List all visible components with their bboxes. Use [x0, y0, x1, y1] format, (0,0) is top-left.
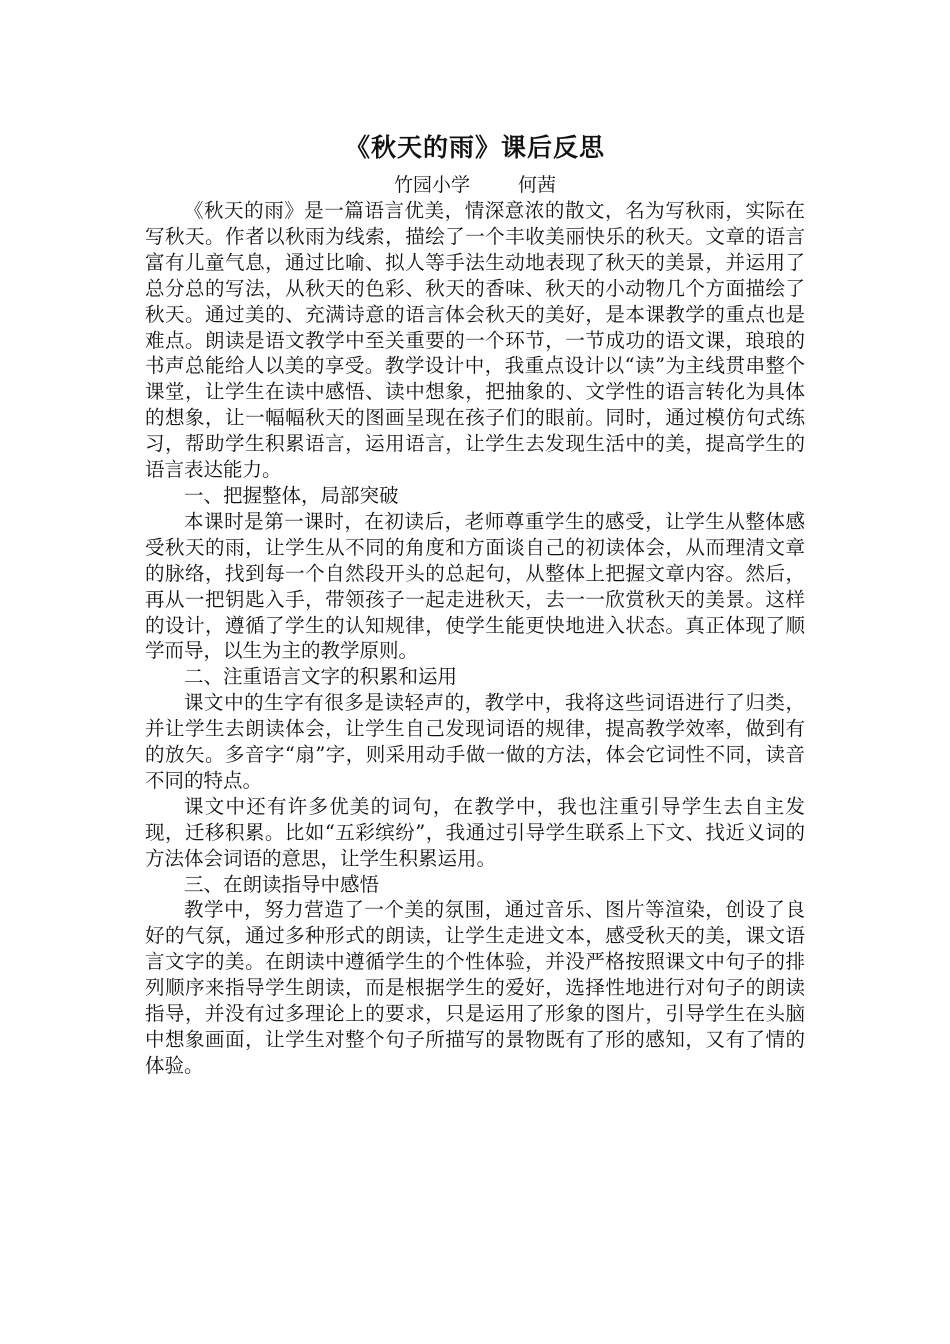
paragraph: 教学中，努力营造了一个美的氛围，通过音乐、图片等渲染，创设了良好的气氛，通过多种形式的朗读，让学生走进文本，感受秋天的美，课文语言文字的美。在朗读中遵循学生的个性体验，并没严格按照课文中句子的排列顺序来指导学生朗读，而是根据学生的爱好，选择性地进行对句子的朗读指导，并没有过多理论上的要求，只是运用了形象的图片，引导学生在头脑中想象画面，让学生对整个句子所描写的景物既有了形的感知，又有了情的体验。: [145, 898, 805, 1077]
paragraph-intro: 《秋天的雨》是一篇语言优美，情深意浓的散文，名为写秋雨，实际在写秋天。作者以秋雨为线索，描绘了一个丰收美丽快乐的秋天。文章的语言富有儿童气息，通过比喻、拟人等手法生动地表现了秋天的美景，并运用了总分总的写法，从秋天的色彩、秋天的香味、秋天的小动物几个方面描绘了秋天。通过美的、充满诗意的语言体会秋天的美好，是本课教学的重点也是难点。朗读是语文教学中至关重要的一个环节，一节成功的语文课，琅琅的书声总能给人以美的享受。教学设计中，我重点设计以“读”为主线贯串整个课堂，让学生在读中感悟、读中想象，把抽象的、文学性的语言转化为具体的想象，让一幅幅秋天的图画呈现在孩子们的眼前。同时，通过模仿句式练习，帮助学生积累语言，运用语言，让学生去发现生活中的美，提高学生的语言表达能力。: [145, 199, 805, 482]
document-title: 《秋天的雨》课后反思: [344, 133, 605, 162]
paragraph: 课文中还有许多优美的词句，在教学中，我也注重引导学生去自主发现，迁移积累。比如“五彩缤纷”，我通过引导学生联系上下文、找近义词的方法体会词语的意思，让学生积累运用。: [145, 794, 805, 870]
section-heading-3: 三、在朗读指导中感悟: [184, 872, 380, 896]
document-body: [145, 198, 805, 1079]
paragraph: 课文中的生字有很多是读轻声的，教学中，我将这些词语进行了归类，并让学生去朗读体会，让学生自己发现词语的规律，提高教学效率，做到有的放矢。多音字“扇”字，则采用动手做一做的方法，体会它词性不同，读音不同的特点。: [145, 691, 805, 792]
byline: [0, 172, 950, 198]
school-name: 竹园小学: [393, 174, 470, 196]
section-heading-2: 二、注重语言文字的积累和运用: [184, 665, 458, 689]
section-heading-1: 一、把握整体，局部突破: [184, 483, 399, 507]
paragraph: 本课时是第一课时，在初读后，老师尊重学生的感受，让学生从整体感受秋天的雨，让学生从不同的角度和方面谈自己的初读体会，从而理清文章的脉络，找到每一个自然段开头的总起句，从整体上把握文章内容。然后，再从一把钥匙入手，带领孩子一起走进秋天，去一一欣赏秋天的美景。这样的设计，遵循了学生的认知规律，使学生能更快地进入状态。真正体现了顺学而导，以生为主的教学原则。: [145, 509, 805, 663]
author-name: 何茜: [518, 174, 557, 196]
